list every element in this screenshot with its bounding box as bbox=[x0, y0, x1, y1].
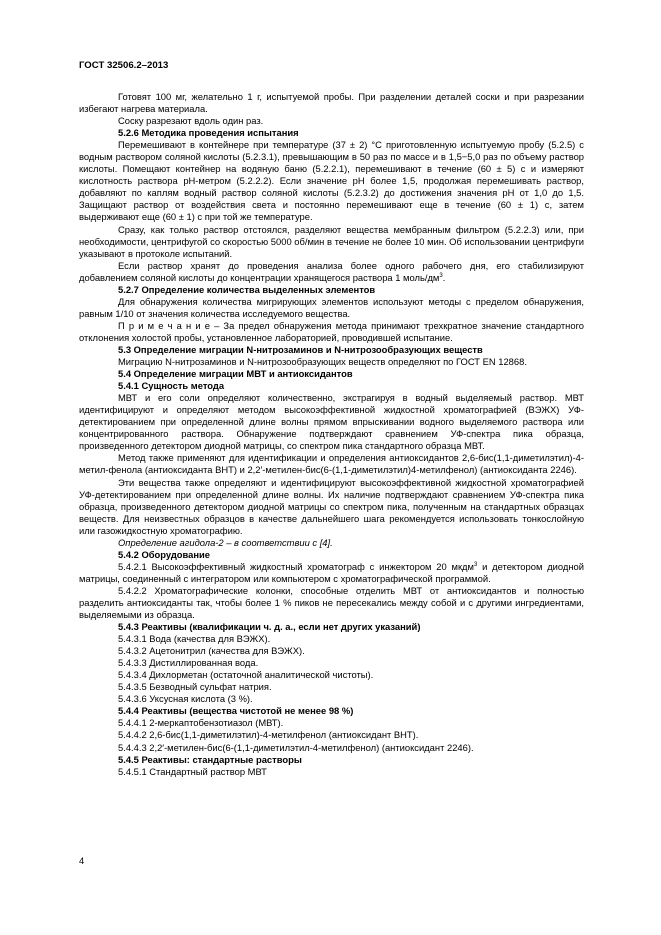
paragraph: Для обнаружения количества мигрирующих элементов используют методы с пределом обнаружения, равным 1/10 от значения количества исследуемого вещества. bbox=[79, 295, 584, 319]
paragraph: Соску разрезают вдоль один раз. bbox=[118, 115, 264, 127]
paragraph: МВТ и его соли определяют количественно, экстрагируя в водный выделяемый раствор. МВТ идентифицируют и определяют методом высокоэффективной жидкостной хроматографией (ВЭЖХ) УФ-детектированием при определенной длине волны прямом впрыскивании водного выделяемого раствора или концентрированного раствора. Обнаружение подтверждают сравнением УФ-спектра пика образца, произведенного детектором диодной матрицы, со спектром пика стандартного образца МВТ. bbox=[79, 392, 584, 452]
paragraph: 5.4.2.2 Хроматографические колонки, способные отделить МВТ от антиоксидантов и полностью разделить антиоксиданты так, чтобы более 1 % пиков не пересекались между собой и с другими ингредиентами, выделяемыми из образца. bbox=[79, 584, 584, 621]
paragraph: Метод также применяют для идентификации и определения антиоксидантов 2,6-бис(1,1-диметилэтил)-4-метил-фенола (антиоксиданта ВНТ) и 2,2′-метилен-бис(6-(1,1-диметилэтил)4-метилфенол) (антиоксиданта 2246). bbox=[79, 452, 584, 476]
section-heading: 5.3 Определение миграции N-нитрозаминов и N-нитрозообразующих веществ bbox=[118, 343, 483, 355]
section-heading: 5.4.2 Оборудование bbox=[118, 548, 211, 560]
list-item: 5.4.3.5 Безводный сульфат натрия. bbox=[118, 681, 272, 693]
section-heading: 5.4.4 Реактивы (вещества чистотой не менее 98 %) bbox=[118, 705, 354, 717]
paragraph bbox=[79, 561, 584, 585]
section-heading: 5.4.1 Сущность метода bbox=[118, 380, 225, 392]
list-item: 5.4.3.3 Дистиллированная вода. bbox=[118, 657, 259, 669]
paragraph: Сразу, как только раствор отстоялся, разделяют вещества мембранным фильтром (5.2.2.3) или, при необходимости, центрифугой со скоростью 5000 об/мин в течение не более 10 мин. Об использовании центрифуги указывают в протоколе испытаний. bbox=[79, 223, 584, 259]
superscript: 3 bbox=[439, 272, 443, 279]
section-heading: 5.2.6 Методика проведения испытания bbox=[118, 127, 299, 139]
paragraph-italic: Определение агидола-2 – в соответствии с [4]. bbox=[118, 536, 333, 548]
document-header: ГОСТ 32506.2–2013 bbox=[79, 60, 169, 71]
list-item: 5.4.5.1 Стандартный раствор МВТ bbox=[118, 765, 267, 777]
paragraph: Эти вещества также определяют и идентифицируют высокоэффективной жидкостной хроматографией УФ-детектированием при определенной длине волны. Их наличие подтверждают сравнением УФ-спектра пика образца, произведенного детектором диодной матрицы со спектром пика, полученным на стандартных образцах веществ. Для неизвестных образцов в качестве дальнейшего шага рекомендуется использовать тонкослойную или газожидкостную хроматографию. bbox=[79, 476, 584, 536]
paragraph-text: Если раствор хранят до проведения анализа более одного рабочего дня, его стабилизируют добавлением соляной кислоты до концентрации хранящегося раствора 1 моль/дм bbox=[79, 259, 584, 283]
list-item: 5.4.3.6 Уксусная кислота (3 %). bbox=[118, 693, 253, 705]
paragraph-text: и детектором диодной матрицы, соединенный с интегратором или компьютером с хроматографической программой. bbox=[79, 560, 585, 584]
section-heading: 5.2.7 Определение количества выделенных элементов bbox=[118, 283, 376, 295]
paragraph: Готовят 100 мг, желательно 1 г, испытуемой пробы. При разделении деталей соски и при разрезании избегают нагрева материала. bbox=[79, 91, 584, 115]
list-item: 5.4.3.2 Ацетонитрил (качества для ВЭЖХ). bbox=[118, 645, 305, 657]
document-body bbox=[79, 91, 584, 778]
section-heading: 5.4 Определение миграции МВТ и антиоксидантов bbox=[118, 368, 353, 380]
list-item: 5.4.4.3 2,2′-метилен-бис(6-(1,1-диметилэтил-4-метилфенол) (антиоксидант 2246). bbox=[118, 741, 474, 753]
paragraph-text: 5.4.2.1 Высокоэффективный жидкостный хроматограф с инжектором 20 мкдм bbox=[118, 560, 474, 572]
superscript: 3 bbox=[473, 561, 478, 568]
section-heading: 5.4.3 Реактивы (квалификации ч. д. а., если нет других указаний) bbox=[118, 621, 421, 633]
paragraph: Если раствор хранят до проведения анализа более одного рабочего дня, его стабилизируют добавлением соляной кислоты до концентрации хранящегося раствора 1 моль/$дм^3$. bbox=[79, 259, 584, 283]
list-item: 5.4.4.2 2,6-бис(1,1-диметилэтил)-4-метилфенол (антиоксидант ВНТ). bbox=[118, 729, 419, 741]
list-item: 5.4.3.1 Вода (качества для ВЭЖХ). bbox=[118, 633, 271, 645]
paragraph: Миграцию N-нитрозаминов и N-нитрозообразующих веществ определяют по ГОСТ EN 12868. bbox=[118, 356, 527, 368]
list-item: 5.4.4.1 2-меркаптобензотиазол (МВТ). bbox=[118, 717, 284, 729]
page-number: 4 bbox=[79, 855, 85, 866]
note: П р и м е ч а н и е – За предел обнаружения метода принимают трехкратное значение стандартного отклонения холостой пробы, установленное лабораторией, проводившей испытание. bbox=[79, 319, 584, 343]
paragraph: Перемешивают в контейнере при температуре (37 ± 2) °С приготовленную испытуемую пробу (5.2.5) с водным раствором соляной кислоты (5.2.3.1), превышающим в 50 раз по массе и в 1,5−5,0 раз по объему раствор кислоты. Помещают контейнер на водяную баню (5.2.2.1), перемешивают в течение (60 ± 5) с и измеряют кислотность раствора рН-метром (5.2.2.2). Если значение рН более 1,5, продолжая перемешивать раствор, добавляют по каплям водный раствор соляной кислоты (5.2.3.2) до достижения значения рН от 1,0 до 1,5. Защищают раствор от воздействия света и постоянно перемешивают еще в течение (60 ± 1) с, затем выдерживают еще (60 ± 1) с при той же температуре. bbox=[79, 139, 584, 223]
section-heading: 5.4.5 Реактивы: стандартные растворы bbox=[118, 753, 302, 765]
list-item: 5.4.3.4 Дихлорметан (остаточной аналитической чистоты). bbox=[118, 669, 374, 681]
